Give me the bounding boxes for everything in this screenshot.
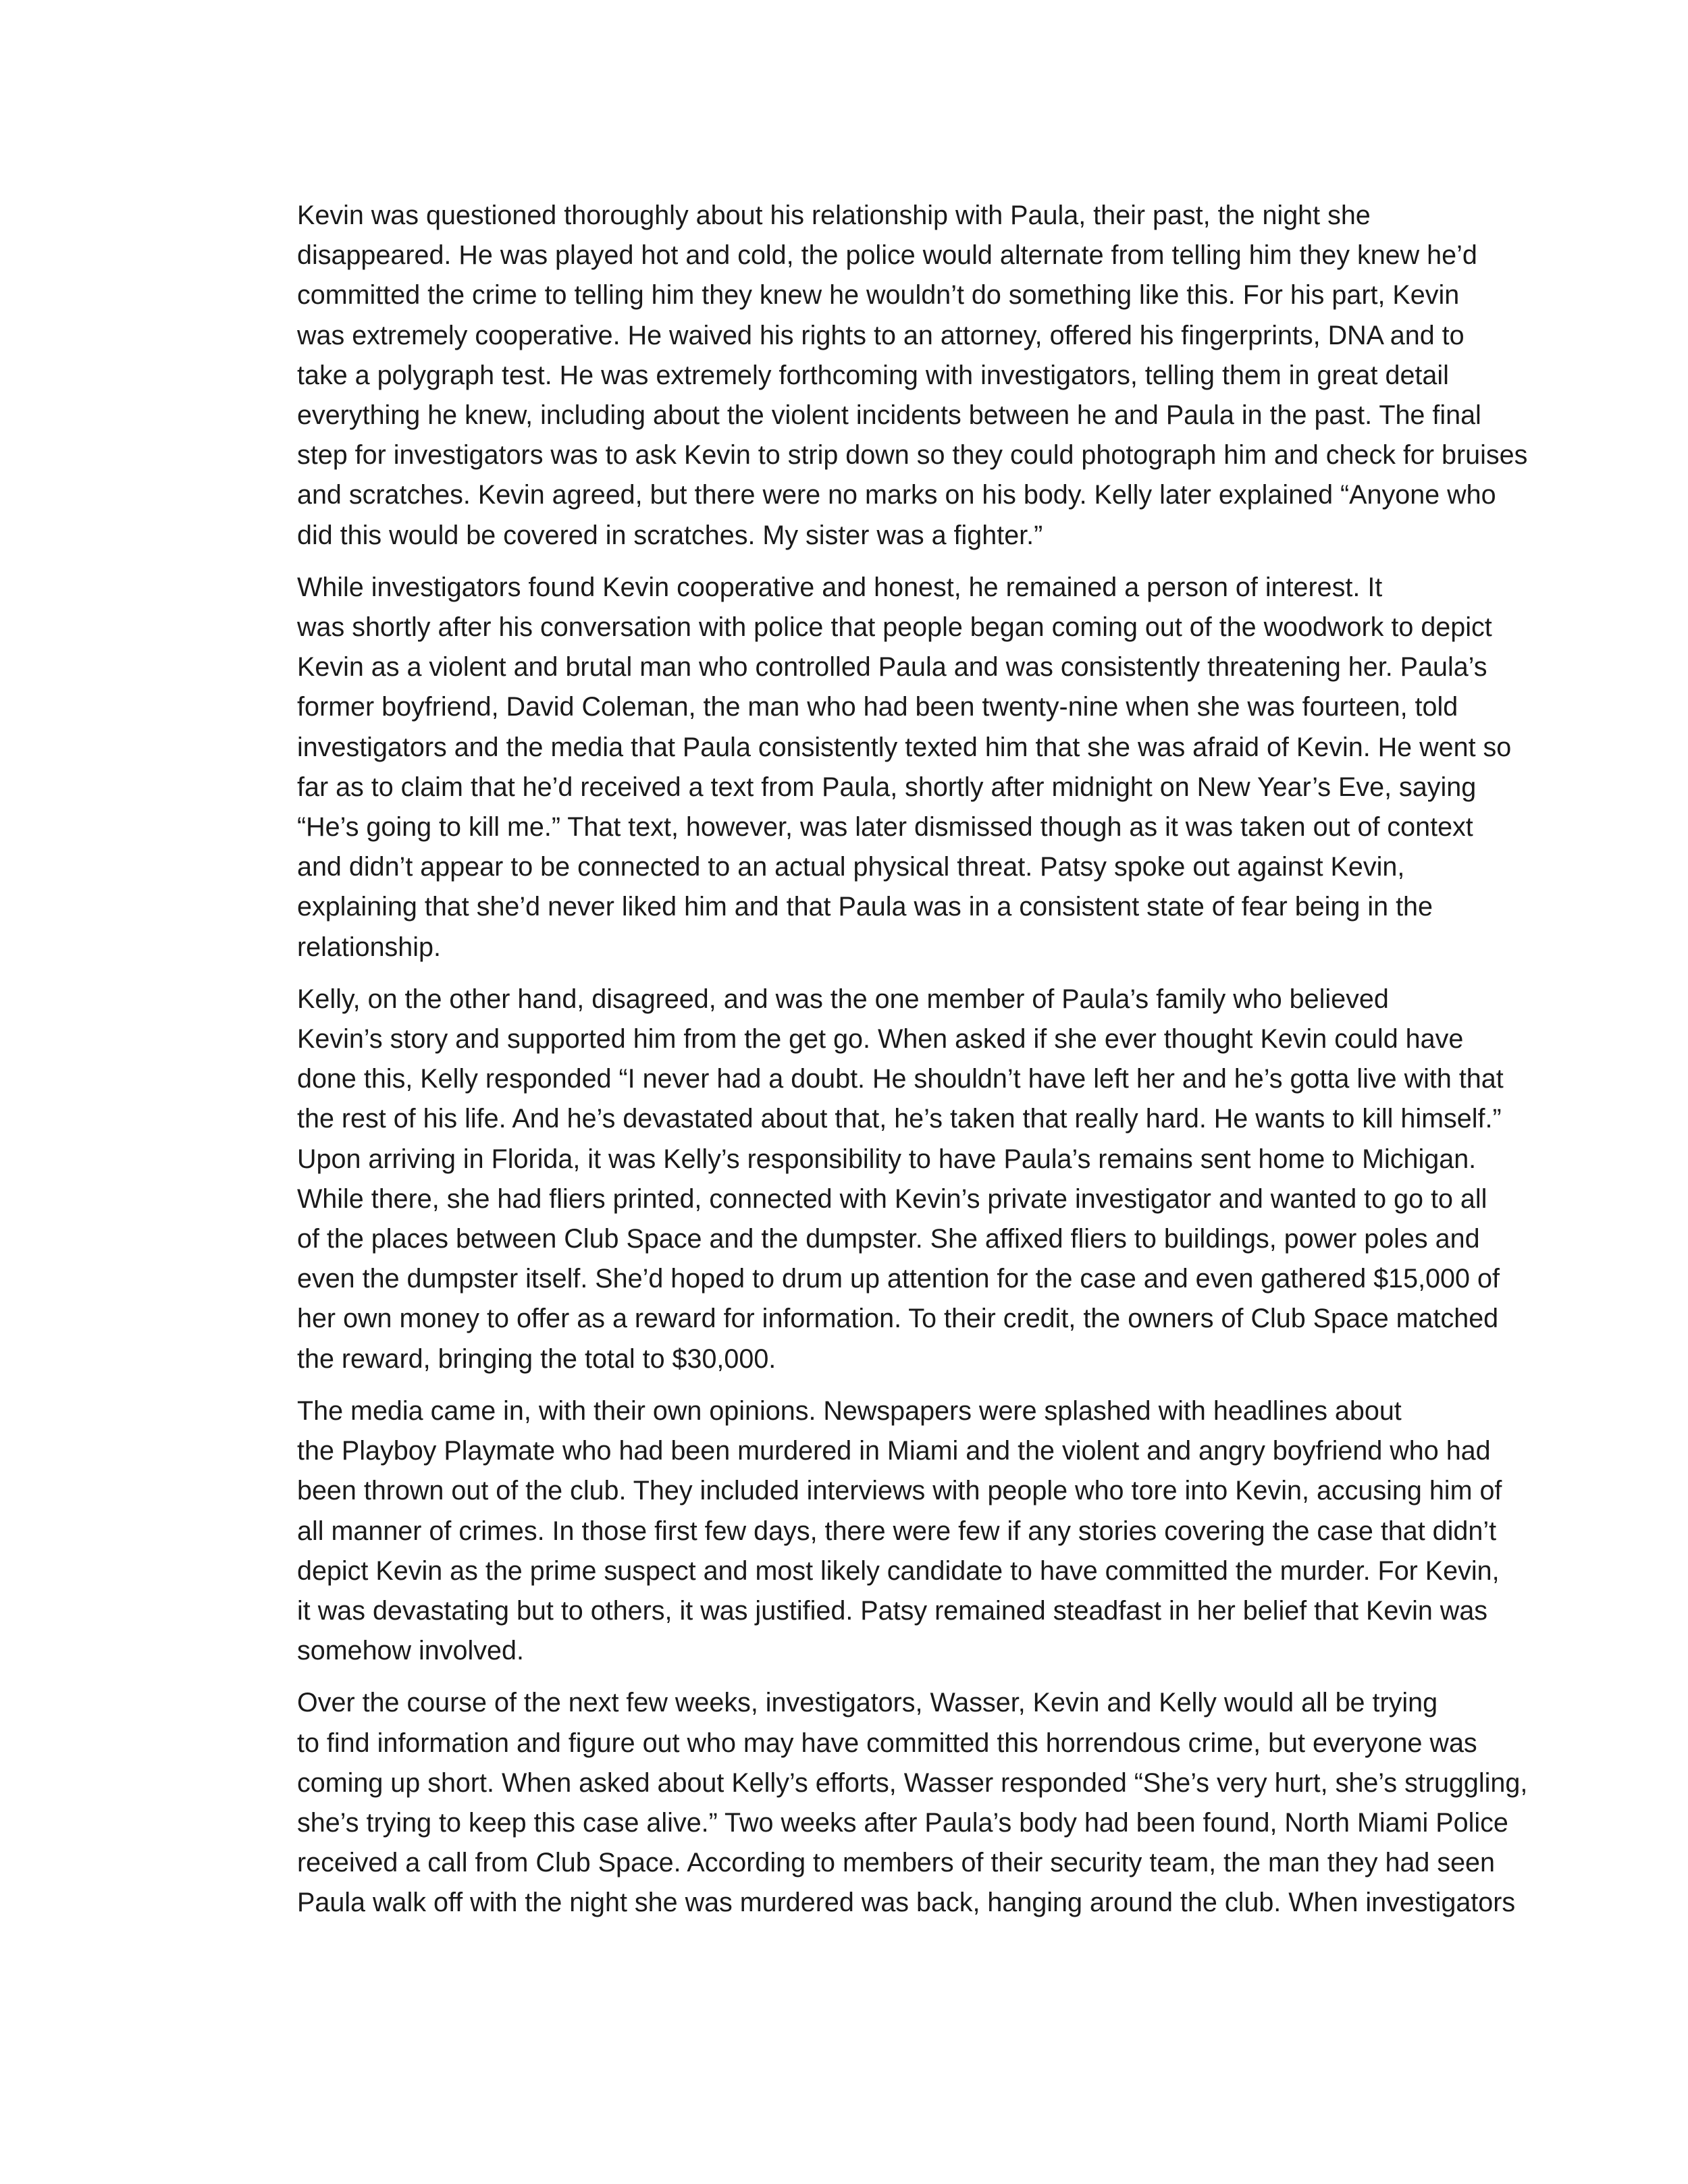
text-line: Kevin as a violent and brutal man who controlled Paula and was consistently threatening her. Paula’s: [297, 652, 1487, 683]
paragraph-4: [199, 1391, 1502, 1671]
text-line: Kelly, on the other hand, disagreed, and was the one member of Paula’s family who believed: [297, 984, 1389, 1014]
text-line: relationship.: [297, 932, 441, 962]
paragraph-1: [199, 196, 1528, 556]
text-line: While there, she had fliers printed, connected with Kevin’s private investigator and wanted to go to all: [297, 1183, 1487, 1214]
text-line: all manner of crimes. In those first few days, there were few if any stories covering the case that didn’t: [297, 1516, 1497, 1546]
text-line: The media came in, with their own opinions. Newspapers were splashed with headlines about: [297, 1395, 1402, 1426]
text-line: take a polygraph test. He was extremely forthcoming with investigators, telling them in great detail: [297, 360, 1449, 390]
text-line: and didn’t appear to be connected to an actual physical threat. Patsy spoke out against Kevin,: [297, 852, 1405, 882]
text-line: everything he knew, including about the violent incidents between he and Paula in the past. The final: [297, 400, 1481, 431]
text-line: she’s trying to keep this case alive.” Two weeks after Paula’s body had been found, North Miami Police: [297, 1807, 1508, 1838]
text-line: far as to claim that he’d received a text from Paula, shortly after midnight on New Year’s Eve, saying: [297, 772, 1477, 802]
text-line: Paula walk off with the night she was murdered was back, hanging around the club. When investigators: [297, 1888, 1516, 1918]
text-line: Kevin’s story and supported him from the get go. When asked if she ever thought Kevin could have: [297, 1024, 1464, 1055]
text-line: “He’s going to kill me.” That text, however, was later dismissed though as it was taken out of context: [297, 812, 1473, 843]
text-line: committed the crime to telling him they knew he wouldn’t do something like this. For his part, Kevin: [297, 280, 1460, 311]
text-line: of the places between Club Space and the dumpster. She affixed fliers to buildings, power poles and: [297, 1224, 1480, 1254]
text-line: was extremely cooperative. He waived his rights to an attorney, offered his fingerprints, DNA and to: [297, 320, 1465, 350]
text-line: depict Kevin as the prime suspect and most likely candidate to have committed the murder. For Kevin,: [297, 1555, 1500, 1586]
text-line: Kevin was questioned thoroughly about his relationship with Paula, their past, the night she: [297, 201, 1371, 230]
text-line: it was devastating but to others, it was justified. Patsy remained steadfast in her belief that Kevin was: [297, 1595, 1488, 1626]
text-line: somehow involved.: [297, 1636, 524, 1666]
text-line: received a call from Club Space. According to members of their security team, the man they had seen: [297, 1848, 1495, 1878]
text-line: did this would be covered in scratches. My sister was a fighter.”: [297, 520, 1043, 550]
text-line: the reward, bringing the total to $30,000.: [297, 1343, 776, 1374]
text-line: investigators and the media that Paula consistently texted him that she was afraid of Kevin. He went so: [297, 732, 1512, 762]
text-line: coming up short. When asked about Kelly’s efforts, Wasser responded “She’s very hurt, she’s struggling,: [297, 1767, 1528, 1798]
text-line: Upon arriving in Florida, it was Kelly’s responsibility to have Paula’s remains sent home to Michigan.: [297, 1144, 1477, 1174]
text-line: While investigators found Kevin cooperative and honest, he remained a person of interest. It: [297, 572, 1383, 602]
text-line: to find information and figure out who may have committed this horrendous crime, but everyone was: [297, 1728, 1477, 1758]
text-line: former boyfriend, David Coleman, the man who had been twenty-nine when she was fourteen, told: [297, 692, 1458, 722]
text-line: done this, Kelly responded “I never had a doubt. He shouldn’t have left her and he’s gotta live with that: [297, 1064, 1504, 1094]
paragraph-3: [199, 980, 1504, 1379]
text-line: explaining that she’d never liked him and that Paula was in a consistent state of fear being in the: [297, 892, 1433, 922]
text-line: step for investigators was to ask Kevin to strip down so they could photograph him and check for bruises: [297, 440, 1528, 471]
paragraph-5: [199, 1683, 1528, 1923]
text-line: disappeared. He was played hot and cold, the police would alternate from telling him they knew he’d: [297, 240, 1477, 271]
text-line: her own money to offer as a reward for information. To their credit, the owners of Club Space matched: [297, 1304, 1499, 1334]
paragraph-2: [199, 568, 1512, 967]
text-line: the rest of his life. And he’s devastated about that, he’s taken that really hard. He wants to kill himself.”: [297, 1104, 1502, 1134]
text-line: been thrown out of the club. They included interviews with people who tore into Kevin, accusing him of: [297, 1476, 1502, 1506]
text-line: was shortly after his conversation with police that people began coming out of the woodwork to depict: [297, 612, 1492, 643]
text-line: even the dumpster itself. She’d hoped to drum up attention for the case and even gathered $15,000 of: [297, 1264, 1500, 1294]
text-line: and scratches. Kevin agreed, but there were no marks on his body. Kelly later explained “Anyone who: [297, 480, 1496, 510]
text-line: Over the course of the next few weeks, investigators, Wasser, Kevin and Kelly would all be trying: [297, 1688, 1438, 1718]
text-line: the Playboy Playmate who had been murdered in Miami and the violent and angry boyfriend who had: [297, 1436, 1491, 1466]
body-text: [199, 196, 1528, 1936]
